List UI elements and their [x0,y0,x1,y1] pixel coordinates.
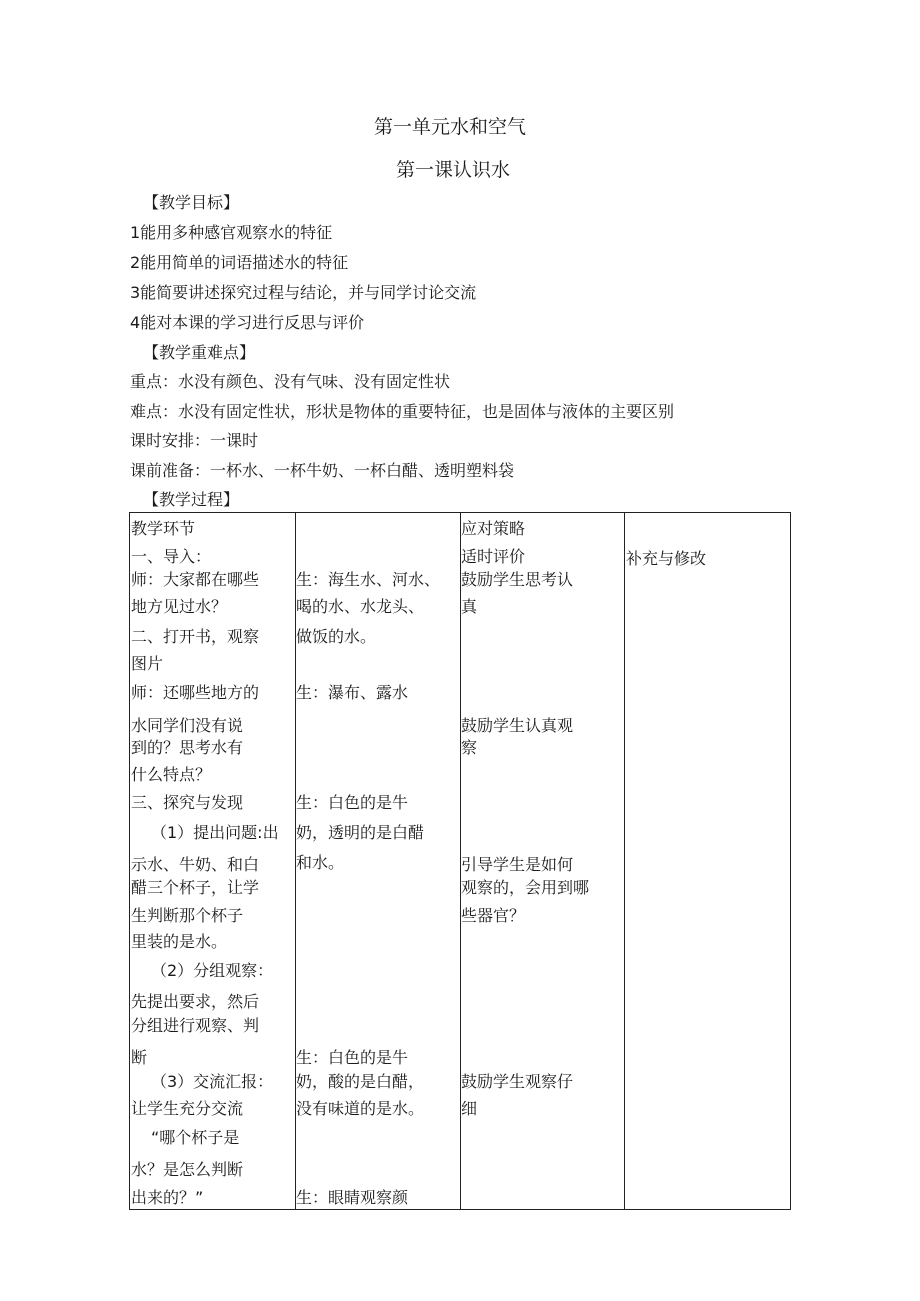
goal-item: 4能对本课的学习进行反思与评价 [130,313,365,332]
table-cell: 适时评价 [461,547,526,566]
table-cell: 鼓励学生观察仔 [461,1072,574,1091]
table-cell: 奶，透明的是白醋 [296,823,425,842]
table-cell: 示水、牛奶、和白 [131,855,260,874]
schedule: 课时安排：一课时 [130,431,259,450]
table-cell: 生：瀑布、露水 [296,683,409,702]
table-cell: 什么特点？ [131,765,212,784]
table-cell: 生：白色的是牛 [296,793,409,812]
table-cell: 做饭的水。 [296,627,377,646]
unit-title: 第一单元水和空气 [374,116,527,138]
table-cell: （3）交流汇报： [151,1072,274,1091]
table-cell: 分组进行观察、判 [131,1016,260,1035]
table-cell: 地方见过水？ [131,597,228,616]
table-cell: 断 [131,1048,148,1067]
table-cell: （1）提出问题:出 [151,823,279,842]
table-cell: 师：大家都在哪些 [131,570,260,589]
table-cell: 观察的，会用到哪 [461,878,590,897]
table-cell: 察 [461,738,478,757]
goal-item: 3能简要讲述探究过程与结论，并与同学讨论交流 [130,283,477,302]
table-cell: 生：眼睛观察颜 [296,1188,409,1207]
table-cell: 引导学生是如何 [461,855,574,874]
table-cell: 醋三个杯子，让学 [131,878,260,897]
process-header: 【教学过程】 [143,490,240,509]
table-cell: 三、探究与发现 [131,793,244,812]
table-cell: 里装的是水。 [131,932,228,951]
goal-item: 1能用多种感官观察水的特征 [130,223,333,242]
table-cell: 一、导入： [131,547,212,566]
keypoints-header: 【教学重难点】 [143,343,256,362]
table-cell: 水？是怎么判断 [131,1160,244,1179]
table-cell: 出来的？” [131,1188,204,1207]
table-cell: 和水。 [296,853,345,872]
table-cell: 奶，酸的是白醋， [296,1072,425,1091]
goal-item: 2能用简单的词语描述水的特征 [130,253,349,272]
table-cell: 师：还哪些地方的 [131,683,260,702]
table-cell: 先提出要求，然后 [131,992,260,1011]
table-cell: 水同学们没有说 [131,716,244,735]
table-cell: 教学环节 [131,519,196,538]
table-cell: 鼓励学生认真观 [461,716,574,735]
table-cell: 真 [461,597,478,616]
table-cell: 生：白色的是牛 [296,1048,409,1067]
table-cell: 生：海生水、河水、 [296,570,441,589]
table-cell: 些器官？ [461,906,526,925]
table-cell: 细 [461,1099,478,1118]
lesson-title: 第一课认识水 [396,159,511,181]
table-cell: “哪个杯子是 [151,1128,240,1147]
table-cell: 没有味道的是水。 [296,1099,425,1118]
goals-header: 【教学目标】 [143,193,240,212]
table-cell: 补充与修改 [626,549,707,568]
table-cell: 让学生充分交流 [131,1099,244,1118]
table-cell: 鼓励学生思考认 [461,570,574,589]
column-divider [624,513,625,1209]
table-cell: 应对策略 [461,519,526,538]
table-cell: 到的？思考水有 [131,738,244,757]
table-cell: （2）分组观察： [151,961,274,980]
difficulty: 难点：水没有固定性状，形状是物体的重要特征，也是固体与液体的主要区别 [130,402,675,421]
preparation: 课前准备：一杯水、一杯牛奶、一杯白醋、透明塑料袋 [130,461,515,480]
table-cell: 图片 [131,654,164,673]
table-cell: 喝的水、水龙头、 [296,597,425,616]
table-cell: 生判断那个杯子 [131,906,244,925]
table-cell: 二、打开书，观察 [131,627,260,646]
key-point: 重点：水没有颜色、没有气味、没有固定性状 [130,372,451,391]
